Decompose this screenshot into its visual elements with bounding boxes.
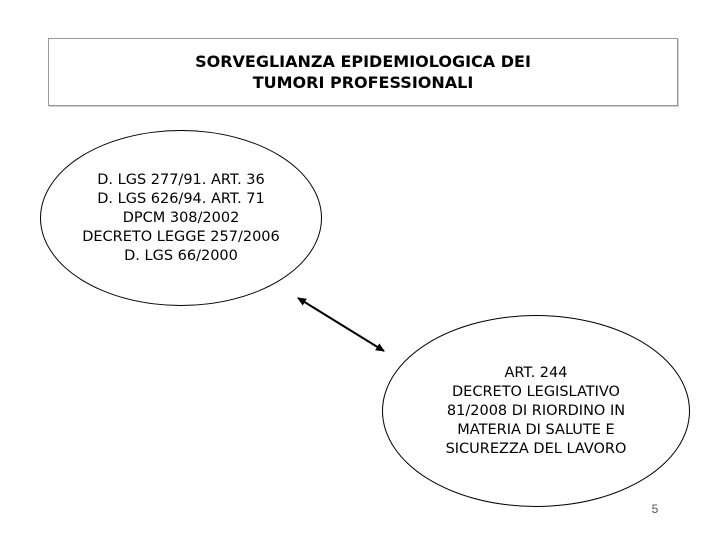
decree-line-1: ART. 244 xyxy=(504,364,568,381)
laws-line-1: D. LGS 277/91. ART. 36 xyxy=(97,171,265,188)
laws-line-3: DPCM 308/2002 xyxy=(122,209,240,226)
page-number: 5 xyxy=(651,502,659,516)
decree-line-2: DECRETO LEGISLATIVO xyxy=(452,383,620,400)
title-line-1: SORVEGLIANZA EPIDEMIOLOGICA DEI xyxy=(195,52,531,71)
decree-ellipse xyxy=(382,315,690,507)
decree-line-3: 81/2008 DI RIORDINO IN xyxy=(446,402,626,419)
laws-line-2: D. LGS 626/94. ART. 71 xyxy=(97,190,265,207)
title-line-2: TUMORI PROFESSIONALI xyxy=(252,73,474,92)
laws-line-5: D. LGS 66/2000 xyxy=(124,247,238,264)
decree-line-4: MATERIA DI SALUTE E xyxy=(457,421,615,438)
arrow-line xyxy=(298,298,384,351)
decree-line-5: SICUREZZA DEL LAVORO xyxy=(445,440,627,457)
laws-line-4: DECRETO LEGGE 257/2006 xyxy=(82,228,280,245)
laws-ellipse xyxy=(40,130,322,306)
title-box xyxy=(48,38,678,106)
